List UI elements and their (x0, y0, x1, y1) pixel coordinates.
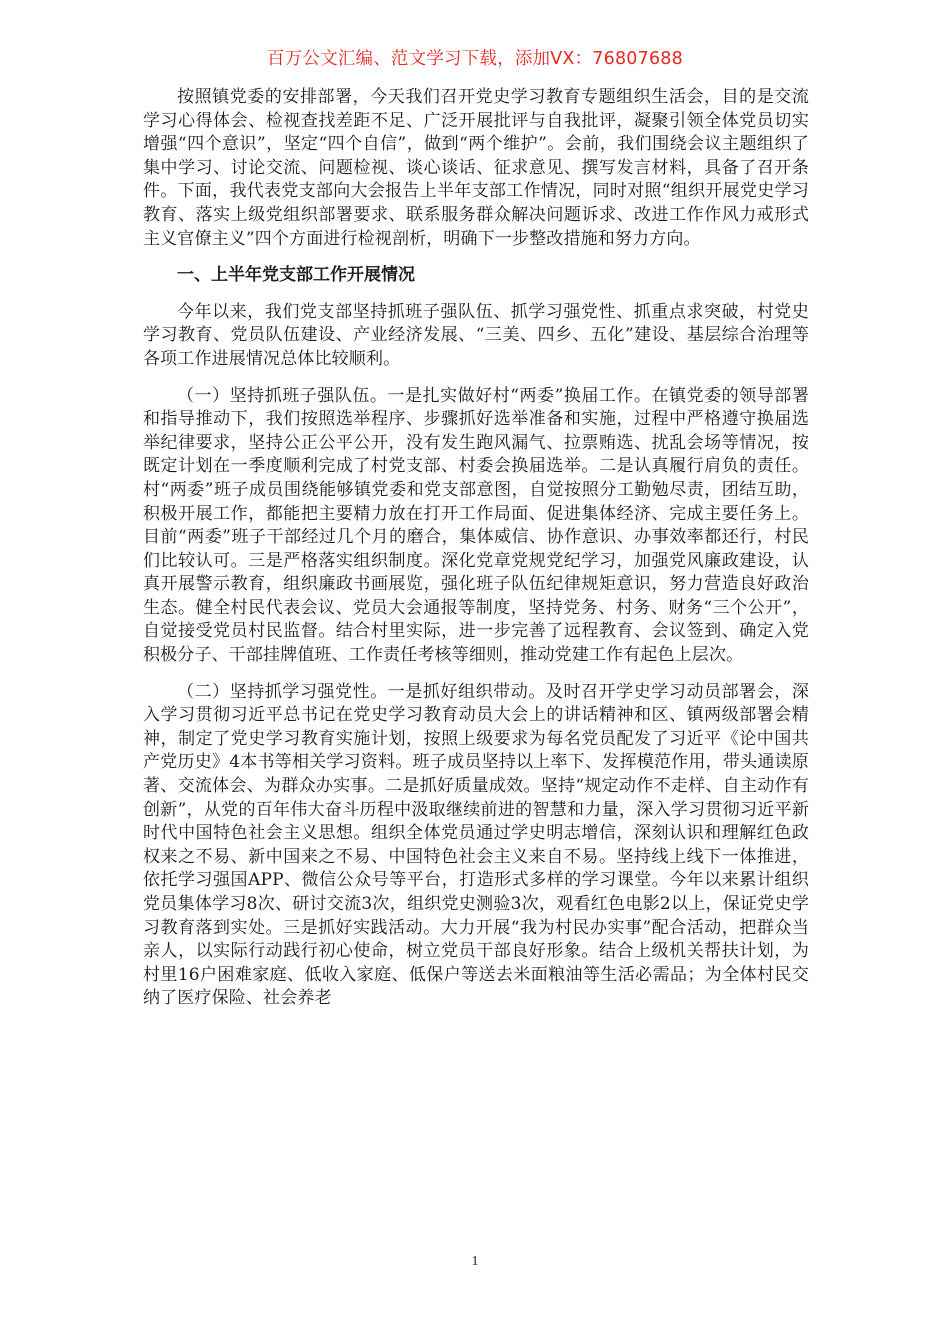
header-banner: 百万公文汇编、范文学习下载，添加VX：76807688 (267, 49, 683, 69)
document-body (143, 86, 809, 1011)
page-number: 1 (471, 1254, 479, 1269)
intro-paragraph: 按照镇党委的安排部署，今天我们召开党史学习教育专题组织生活会，目的是交流学习心得体会、检视查找差距不足、广泛开展批评与自我批评，凝聚引领全体党员切实增强“四个意识”，坚定“四个自信”，做到“两个维护”。会前，我们围绕会议主题组织了集中学习、讨论交流、问题检视、谈心谈话、征求意见、撰写发言材料，具备了召开条件。下面，我代表党支部向大会报告上半年支部工作情况，同时对照“组织开展党史学习教育、落实上级党组织部署要求、联系服务群众解决问题诉求、改进工作作风力戒形式主义官僚主义”四个方面进行检视剖析，明确下一步整改措施和努力方向。 (143, 87, 809, 249)
item1-paragraph: （一）坚持抓班子强队伍。一是扎实做好村“两委”换届工作。在镇党委的领导部署和指导推动下，我们按照选举程序、步骤抓好选举准备和实施，过程中严格遵守换届选举纪律要求，坚持公正公平公开，没有发生跑风漏气、拉票贿选、扰乱会场等情况，按既定计划在一季度顺利完成了村党支部、村委会换届选举。二是认真履行肩负的责任。村“两委”班子成员围绕能够镇党委和党支部意图，自觉按照分工勤勉尽责，团结互助，积极开展工作，都能把主要精力放在打开工作局面、促进集体经济、完成主要任务上。目前“两委”班子干部经过几个月的磨合，集体威信、协作意识、办事效率都还行，村民们比较认可。三是严格落实组织制度。深化党章党规党纪学习，加强党风廉政建设，认真开展警示教育，组织廉政书画展览，强化班子队伍纪律规矩意识，努力营造良好政治生态。健全村民代表会议、党员大会通报等制度，坚持党务、村务、财务“三个公开”，自觉接受党员村民监督。结合村里实际，进一步完善了远程教育、会议签到、确定入党积极分子、干部挂牌值班、工作责任考核等细则，推动党建工作有起色上层次。 (143, 385, 809, 666)
overview-paragraph: 今年以来，我们党支部坚持抓班子强队伍、抓学习强党性、抓重点求突破，村党史学习教育、党员队伍建设、产业经济发展、“三美、四乡、五化”建设、基层综合治理等各项工作进展情况总体比较顺利。 (143, 301, 809, 369)
item2-paragraph: （二）坚持抓学习强党性。一是抓好组织带动。及时召开学史学习动员部署会，深入学习贯彻习近平总书记在党史学习教育动员大会上的讲话精神和区、镇两级部署会精神，制定了党史学习教育实施计划，按照上级要求为每名党员配发了习近平《论中国共产党历史》4本书等相关学习资料。班子成员坚持以上率下、发挥模范作用，带头通读原著、交流体会、为群众办实事。二是抓好质量成效。坚持“规定动作不走样、自主动作有创新”，从党的百年伟大奋斗历程中汲取继续前进的智慧和力量，深入学习贯彻习近平新时代中国特色社会主义思想。组织全体党员通过学史明志增信，深刻认识和理解红色政权来之不易、新中国来之不易、中国特色社会主义来自不易。坚持线上线下一体推进，依托学习强国APP、微信公众号等平台，打造形式多样的学习课堂。今年以来累计组织党员集体学习8次、研讨交流3次，组织党史测验3次，观看红色电影2以上，保证党史学习教育落到实处。三是抓好实践活动。大力开展“我为村民办实事”配合活动，把群众当亲人，以实际行动践行初心使命，树立党员干部良好形象。结合上级机关帮扶计划，为村里16户困难家庭、低收入家庭、低保户等送去米面粮油等生活必需品；为全体村民交纳了医疗保险、社会养老 (143, 681, 809, 1009)
section-heading: 一、上半年党支部工作开展情况 (177, 265, 415, 286)
